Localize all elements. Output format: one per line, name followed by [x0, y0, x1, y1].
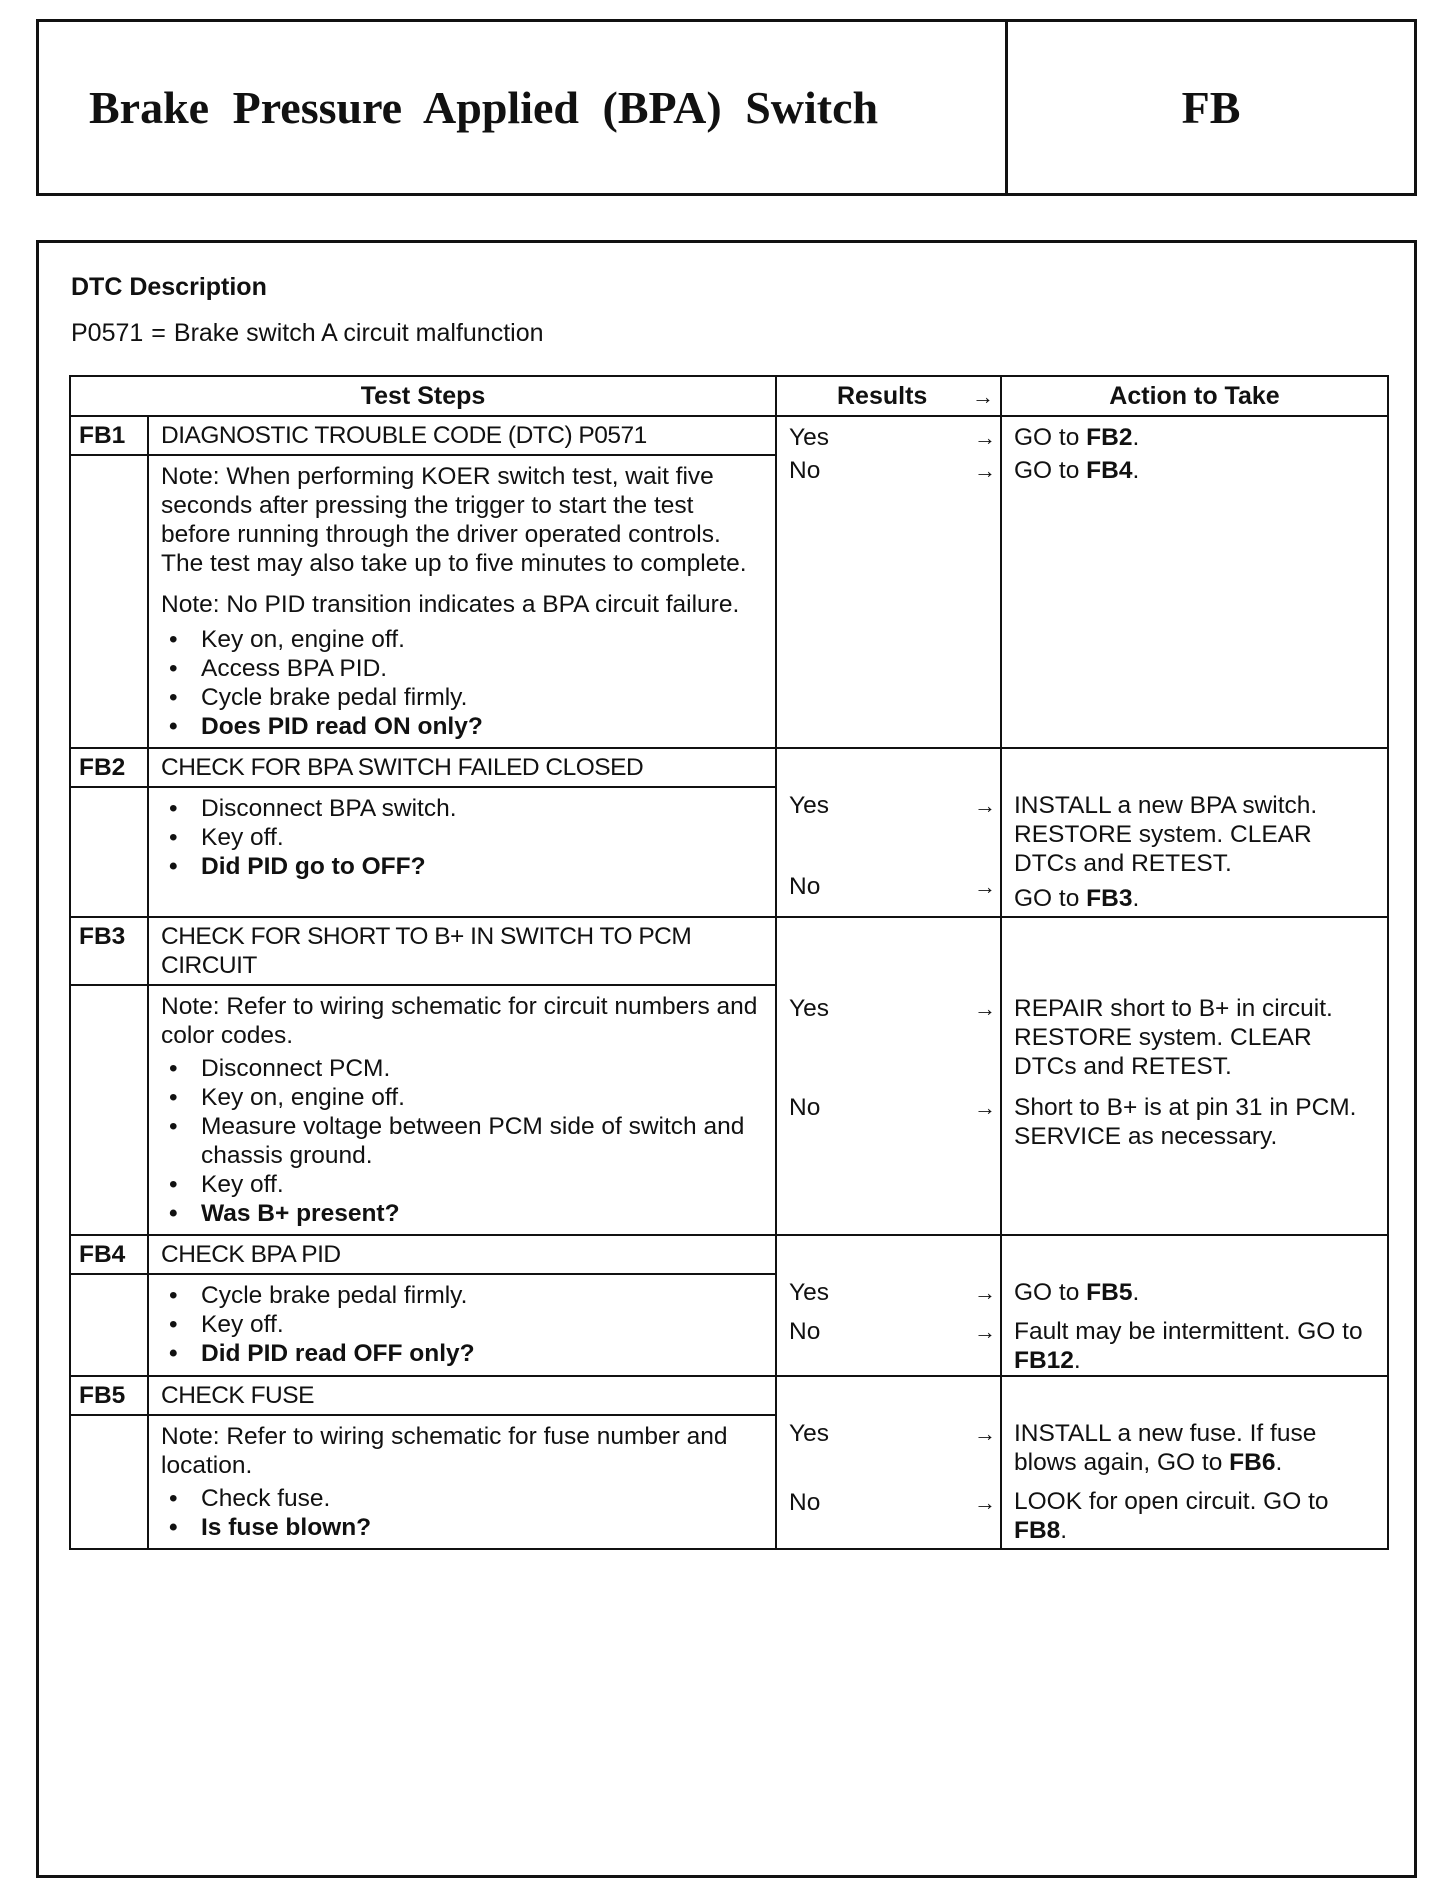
action-yes: INSTALL a new fuse. If fuse blows again, GO to FB6. — [1014, 1420, 1317, 1476]
step-note: Note: Refer to wiring schematic for circuit numbers and color codes. — [161, 993, 758, 1049]
step-fb4-results — [776, 1235, 1001, 1376]
arrow-icon: → — [974, 1280, 996, 1305]
step-id: FB1 — [70, 416, 148, 455]
step-fb1-title-row — [70, 416, 1388, 455]
action-no: GO to FB3. — [1014, 885, 1140, 912]
step-question: • Does PID read ON only? — [161, 712, 763, 741]
step-bullet: • Cycle brake pedal firmly. — [161, 1281, 763, 1310]
action-no: LOOK for open circuit. GO to FB8. — [1014, 1488, 1329, 1544]
result-no: No — [789, 457, 821, 484]
result-yes: Yes — [789, 424, 829, 451]
step-note: Note: Refer to wiring schematic for fuse number and location. — [161, 1423, 728, 1479]
step-fb2-body — [148, 787, 776, 917]
step-id: FB2 — [70, 748, 148, 787]
step-fb3-body — [148, 985, 776, 1235]
step-bullet: • Key off. — [161, 1310, 763, 1339]
step-question: • Did PID go to OFF? — [161, 852, 763, 881]
arrow-icon: → — [974, 793, 996, 818]
step-title: CHECK FOR BPA SWITCH FAILED CLOSED — [148, 748, 776, 787]
step-bullet: • Cycle brake pedal firmly. — [161, 683, 763, 712]
result-no: No — [789, 1094, 821, 1121]
result-no: No — [789, 1318, 821, 1345]
step-title: DIAGNOSTIC TROUBLE CODE (DTC) P0571 — [148, 416, 776, 455]
arrow-icon: → — [974, 425, 996, 450]
step-question: • Did PID read OFF only? — [161, 1339, 763, 1368]
result-yes: Yes — [789, 995, 829, 1022]
step-bullet: • Key on, engine off. — [161, 1083, 763, 1112]
step-fb3-results — [776, 917, 1001, 1235]
step-id: FB5 — [70, 1376, 148, 1415]
step-fb1-body — [148, 455, 776, 748]
arrow-icon: → — [974, 1490, 996, 1515]
action-no: GO to FB4. — [1014, 457, 1140, 484]
step-title: CHECK FUSE — [148, 1376, 776, 1415]
step-title: CHECK FOR SHORT TO B+ IN SWITCH TO PCM CIRCUIT — [148, 917, 776, 985]
step-bullet: • Key off. — [161, 823, 763, 852]
step-question: • Is fuse blown? — [161, 1513, 763, 1542]
step-bullet: • Disconnect BPA switch. — [161, 794, 763, 823]
page-title: Brake Pressure Applied (BPA) Switch — [39, 22, 1008, 193]
step-note: Note: No PID transition indicates a BPA circuit failure. — [161, 591, 740, 618]
arrow-icon: → — [974, 458, 996, 483]
step-title: CHECK BPA PID — [148, 1235, 776, 1274]
step-fb1-results — [776, 416, 1001, 748]
arrow-icon: → — [972, 383, 994, 409]
step-fb4-body — [148, 1274, 776, 1376]
step-fb3-actions — [1001, 917, 1388, 1235]
dtc-heading: DTC Description — [71, 273, 267, 301]
main-content — [36, 240, 1417, 1878]
arrow-icon: → — [974, 1095, 996, 1120]
action-yes: REPAIR short to B+ in circuit. RESTORE system. CLEAR DTCs and RETEST. — [1014, 995, 1333, 1080]
step-fb2-actions — [1001, 748, 1388, 917]
step-bullet: • Check fuse. — [161, 1484, 763, 1513]
result-yes: Yes — [789, 1420, 829, 1447]
result-no: No — [789, 873, 821, 900]
action-yes: GO to FB5. — [1014, 1279, 1140, 1306]
header-action: Action to Take — [1001, 376, 1388, 416]
step-fb4-title-row — [70, 1235, 1388, 1274]
arrow-icon: → — [974, 874, 996, 899]
section-code: FB — [1181, 82, 1241, 133]
step-fb2-title-row — [70, 748, 1388, 787]
dtc-equals: = — [151, 319, 166, 347]
action-yes: INSTALL a new BPA switch. RESTORE system. CLEAR DTCs and RETEST. — [1014, 792, 1318, 877]
header-results — [776, 376, 1001, 416]
step-note: Note: When performing KOER switch test, wait five seconds after pressing the trigger to start the test before running through the driver operated controls. The test may also take up to five minutes to complete. — [161, 463, 747, 577]
step-fb4-actions — [1001, 1235, 1388, 1376]
step-bullet: • Key on, engine off. — [161, 625, 763, 654]
step-bullet: • Disconnect PCM. — [161, 1054, 763, 1083]
step-fb5-results — [776, 1376, 1001, 1549]
step-question: • Was B+ present? — [161, 1199, 763, 1228]
step-bullet: • Access BPA PID. — [161, 654, 763, 683]
table-header-row — [70, 376, 1388, 416]
step-fb5-actions — [1001, 1376, 1388, 1549]
step-fb5-body — [148, 1415, 776, 1549]
dtc-description — [71, 319, 544, 348]
result-yes: Yes — [789, 792, 829, 819]
dtc-code: P0571 — [71, 319, 144, 347]
result-yes: Yes — [789, 1279, 829, 1306]
dtc-text: Brake switch A circuit malfunction — [173, 319, 544, 347]
test-steps-table — [69, 375, 1389, 1550]
step-bullet: • Key off. — [161, 1170, 763, 1199]
arrow-icon: → — [974, 996, 996, 1021]
action-yes: GO to FB2. — [1014, 424, 1140, 451]
step-id: FB4 — [70, 1235, 148, 1274]
step-bullet: • Measure voltage between PCM side of switch and chassis ground. — [161, 1112, 763, 1170]
result-no: No — [789, 1489, 821, 1516]
action-no: Fault may be intermittent. GO to FB12. — [1014, 1318, 1363, 1374]
arrow-icon: → — [974, 1319, 996, 1344]
step-fb5-title-row — [70, 1376, 1388, 1415]
title-box — [36, 19, 1417, 196]
step-fb2-results — [776, 748, 1001, 917]
header-test-steps: Test Steps — [70, 376, 776, 416]
action-no: Short to B+ is at pin 31 in PCM. SERVICE as necessary. — [1014, 1094, 1357, 1150]
step-fb3-title-row — [70, 917, 1388, 985]
step-id: FB3 — [70, 917, 148, 985]
arrow-icon: → — [974, 1421, 996, 1446]
step-fb1-actions — [1001, 416, 1388, 748]
header-results-label: Results — [837, 381, 928, 410]
